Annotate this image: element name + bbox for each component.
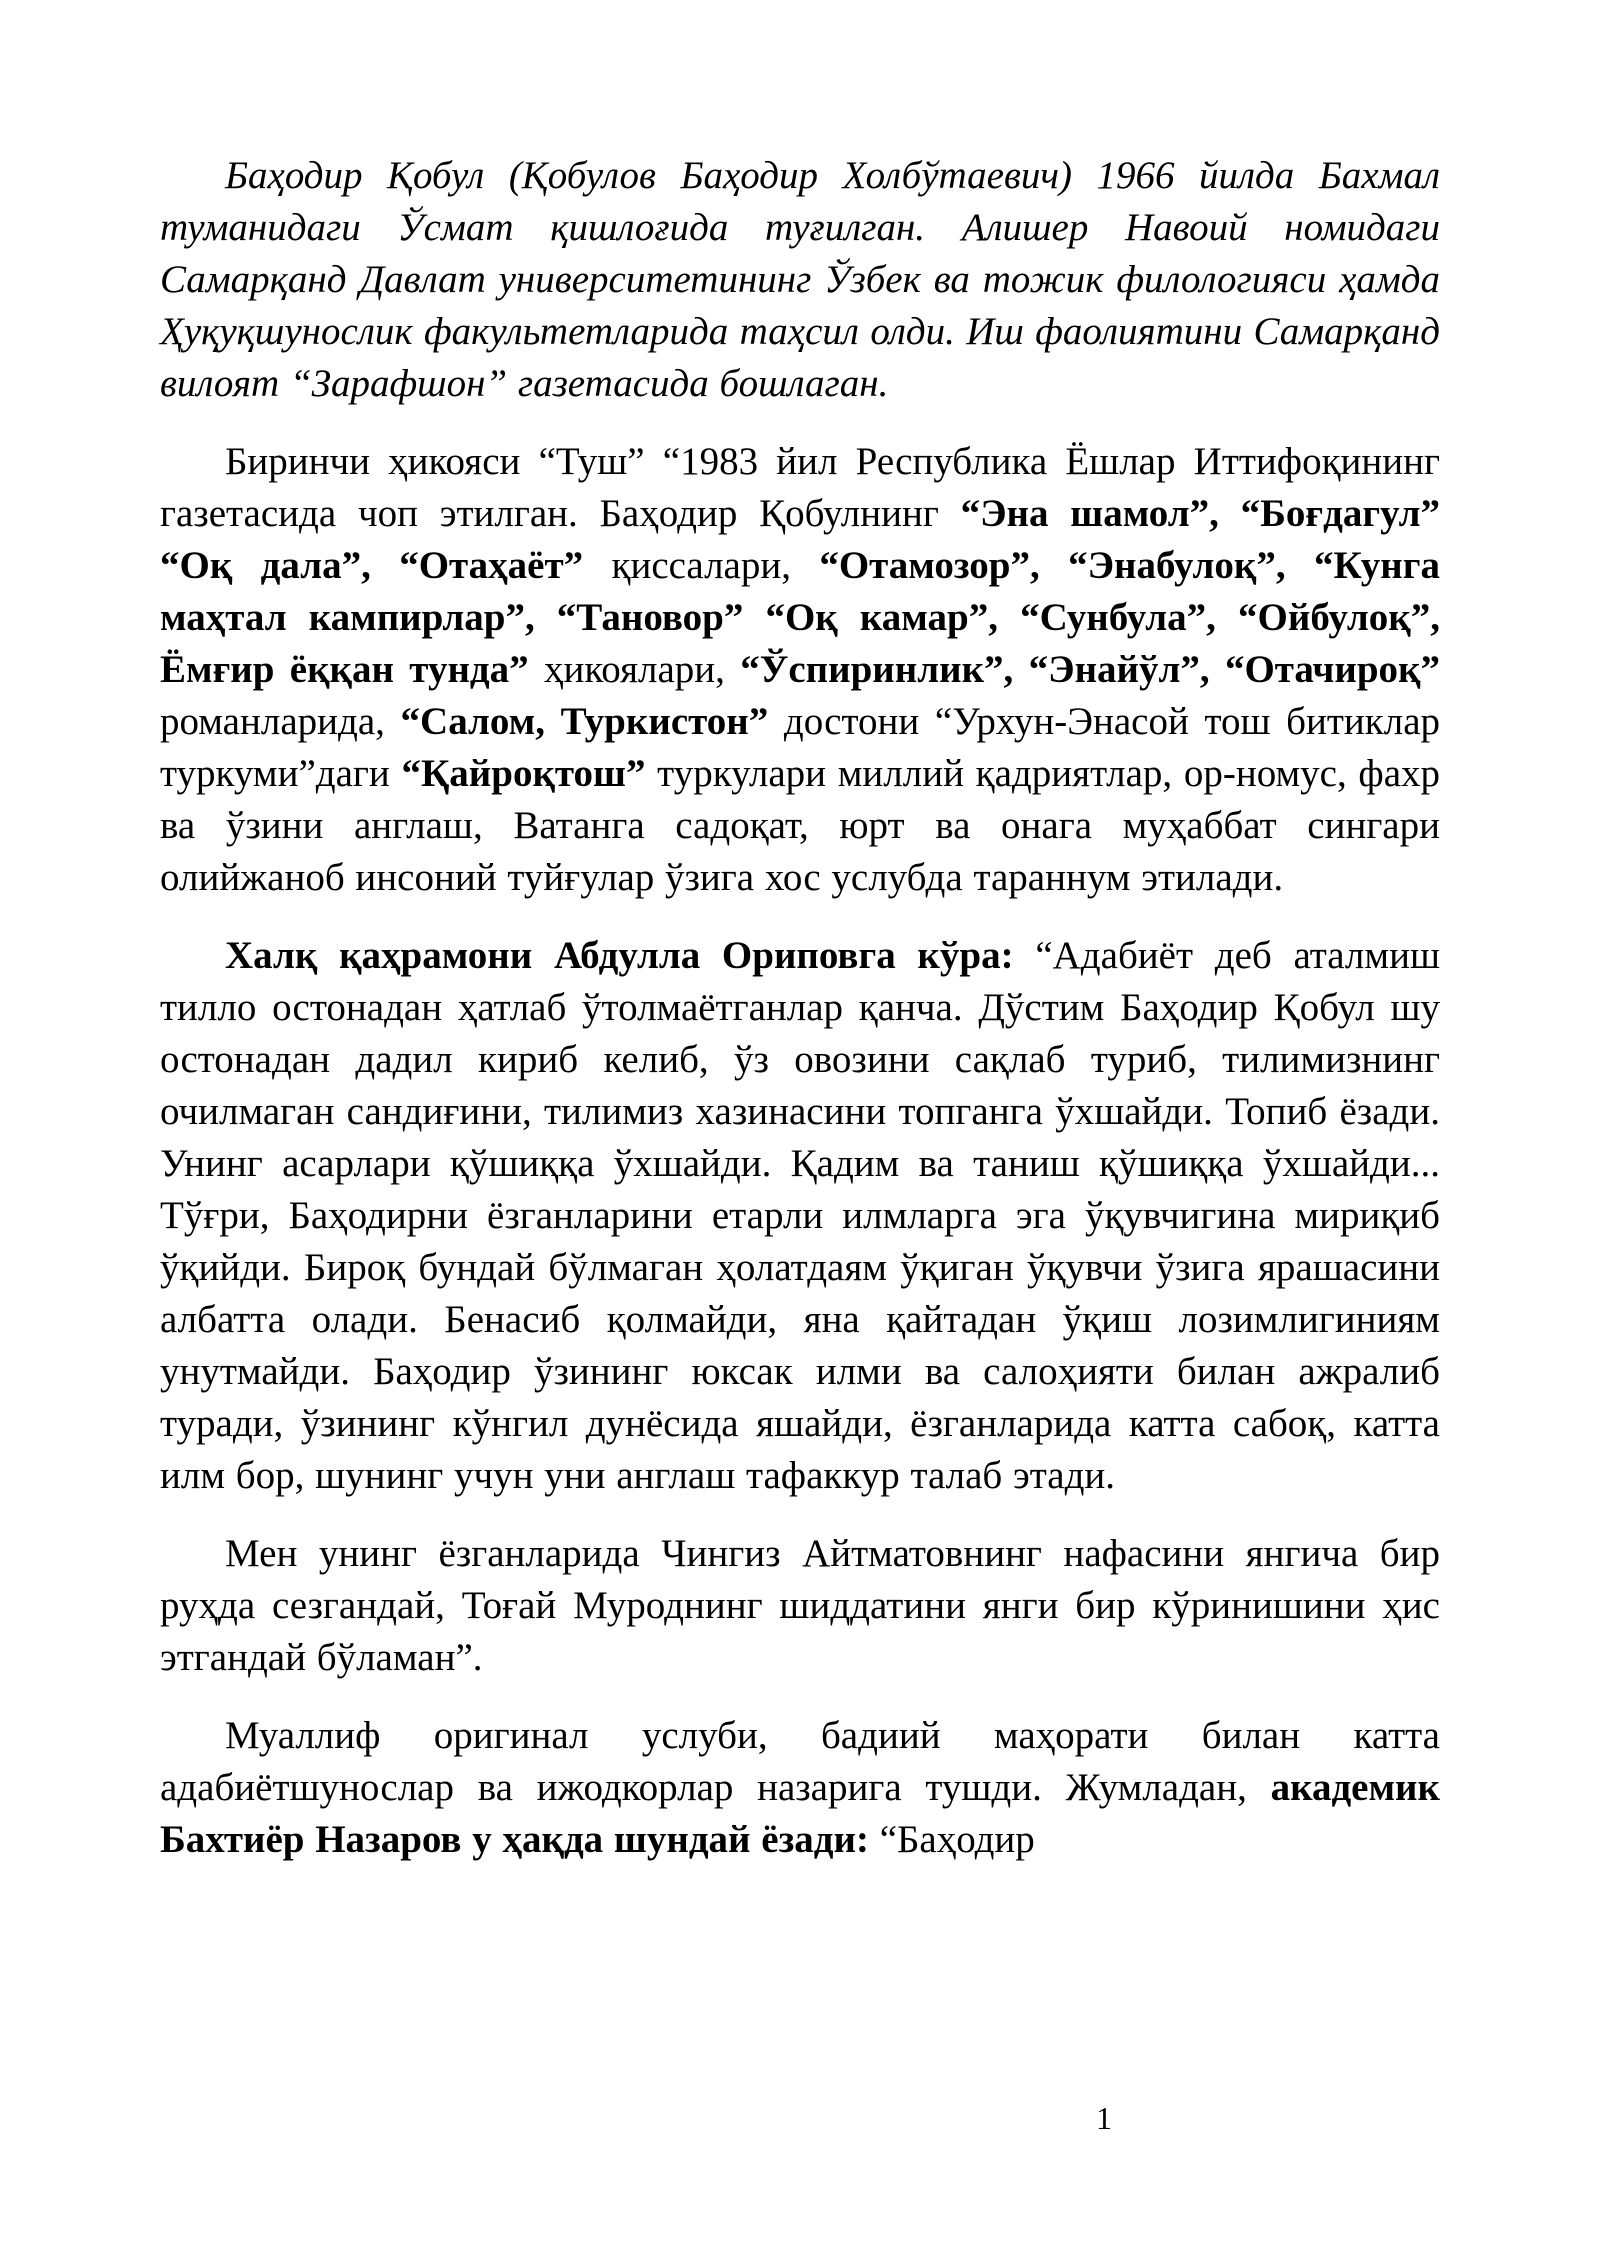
text-segment: Баҳодир Қобул (Қобулов Баҳодир Холбўтаевич) 1966 йилда Бахмал туманидаги Ўсмат қишлоғида туғилган. Алишер Навоий номидаги Самарқанд Давлат университетининг Ўзбек ва тожик филологияси ҳамда Ҳуқуқшунослик факультетларида таҳсил олди. Иш фаолиятини Самарқанд вилоят “Зарафшон” газетасида бошлаган. xyxy=(160,154,1440,405)
bold-text-segment: “Ўспиринлик”, “Энайўл”, “Отачироқ” xyxy=(740,648,1441,691)
paragraph xyxy=(160,930,1440,1502)
text-segment: романларида, xyxy=(160,700,401,743)
text-segment: қиссалари, xyxy=(583,544,820,587)
text-segment: Муаллиф оригинал услуби, бадиий маҳорати билан катта адабиётшунослар ва ижодкорлар назарига тушди. Жумладан, xyxy=(160,1714,1440,1809)
bold-text-segment: Халқ қаҳрамони Абдулла Ориповга кўра: xyxy=(225,934,1036,977)
text-segment: Мен унинг ёзганларида Чингиз Айтматовнинг нафасини янгича бир руҳда сезгандай, Тоғай Муроднинг шиддатини янги бир кўринишини ҳис этгандай бўламан”. xyxy=(160,1532,1440,1679)
bold-text-segment: академик Бахтиёр Назаров у ҳақда шундай ёзади: xyxy=(160,1766,1440,1861)
paragraph xyxy=(160,150,1440,410)
bold-text-segment: “Қайроқтош” xyxy=(401,752,646,795)
document-body xyxy=(160,150,1440,1866)
bold-text-segment: “Эна шамол”, “Боғдагул” “Оқ дала”, “Отаҳаёт” xyxy=(160,492,1440,587)
paragraph xyxy=(160,436,1440,904)
text-segment: туркулари миллий қадриятлар, ор-номус, фахр ва ўзини англаш, Ватанга садоқат, юрт ва онага муҳаббат сингари олийжаноб инсоний туйғулар ўзига хос услубда тараннум этилади. xyxy=(160,752,1440,899)
bold-text-segment: “Салом, Туркистон” xyxy=(400,700,769,743)
text-segment: Биринчи ҳикояси “Туш” “1983 йил Республика Ёшлар Иттифоқининг газетасида чоп этилган. Баҳодир Қобулнинг xyxy=(160,440,1440,535)
paragraph xyxy=(160,1710,1440,1866)
text-segment: “Баҳодир xyxy=(879,1818,1035,1861)
text-segment: ҳикоялари, xyxy=(528,648,741,691)
text-segment: достони “Урхун-Энасой тош битиклар туркуми”даги xyxy=(160,700,1441,795)
text-segment: “Адабиёт деб аталмиш тилло остонадан ҳатлаб ўтолмаётганлар қанча. Дўстим Баҳодир Қобул шу остонадан дадил кириб келиб, ўз овозини сақлаб туриб, тилимизнинг очилмаган сандиғини, тилимиз хазинасини топганга ўхшайди. Топиб ёзади. Унинг асарлари қўшиққа ўхшайди. Қадим ва таниш қўшиққа ўхшайди... Тўғри, Баҳодирни ёзганларини етарли илмларга эга ўқувчигина мириқиб ўқийди. Бироқ бундай бўлмаган ҳолатдаям ўқиган ўқувчи ўзига ярашасини албатта олади. Бенасиб қолмайди, яна қайтадан ўқиш лозимлигиниям унутмайди. Баҳодир ўзининг юксак илми ва салоҳияти билан ажралиб туради, ўзининг кўнгил дунёсида яшайди, ёзганларида катта сабоқ, катта илм бор, шунинг учун уни англаш тафаккур талаб этади. xyxy=(160,934,1440,1497)
paragraph xyxy=(160,1528,1440,1684)
bold-text-segment: “Отамозор”, “Энабулоқ”, “Кунга маҳтал кампирлар”, “Тановор” “Оқ камар”, “Сунбула”, “Ойбулоқ”, Ёмғир ёққан тунда” xyxy=(160,544,1440,691)
page-number: 1 xyxy=(1096,2100,1112,2136)
